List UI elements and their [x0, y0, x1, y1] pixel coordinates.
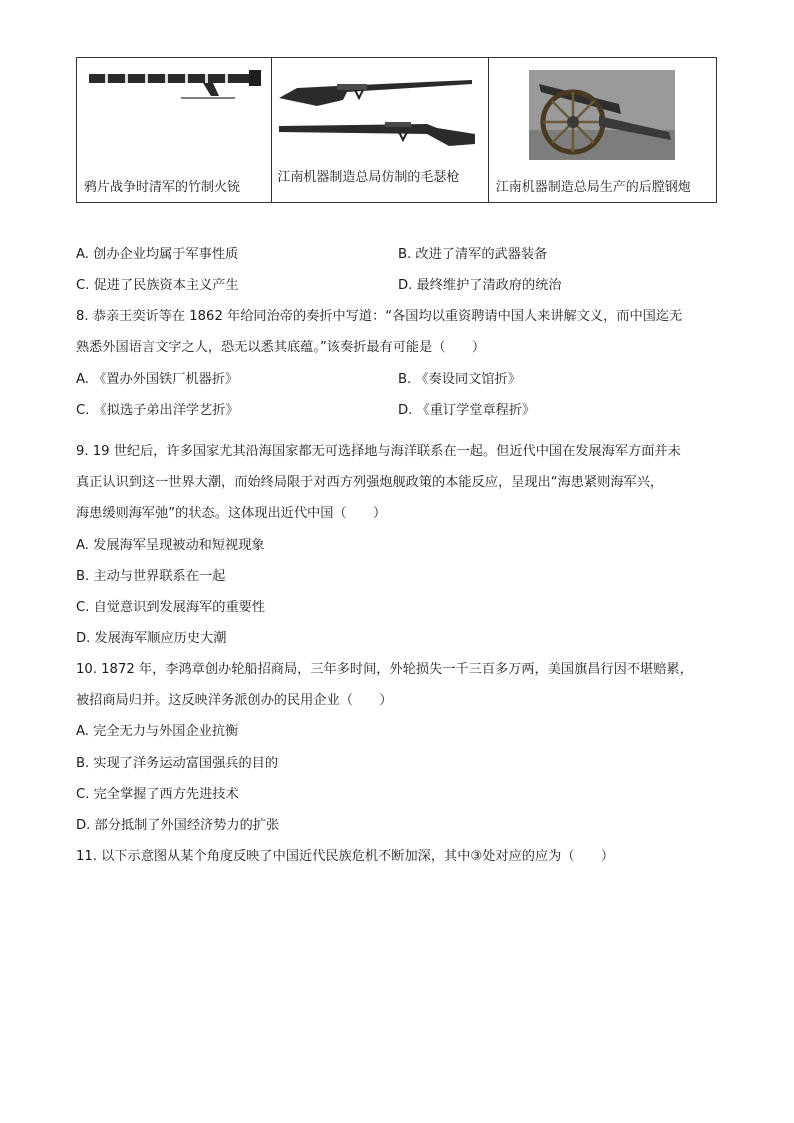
- q10-option-d: D. 部分抵制了外国经济势力的扩张: [76, 818, 280, 833]
- q7-option-c: C. 促进了民族资本主义产生: [76, 278, 239, 293]
- q9-stem-line-2: 真正认识到这一世界大潮，而始终局限于对西方列强炮舰政策的本能反应，呈现出“海患紧则海军兴，: [76, 475, 664, 490]
- q10-option-c: C. 完全掌握了西方先进技术: [76, 787, 239, 802]
- q9-option-c: C. 自觉意识到发展海军的重要性: [76, 600, 266, 615]
- q9-option-d: D. 发展海军顺应历史大潮: [76, 631, 227, 646]
- breech-cannon-picture: [529, 70, 675, 160]
- q8-stem-line-1: 8. 恭亲王奕䜣等在 1862 年给同治帝的奏折中写道：“各国均以重资聘请中国人来讲解文义，而中国迄无: [76, 309, 683, 324]
- q10-option-a: A. 完全无力与外国企业抗衡: [76, 724, 239, 739]
- q8-option-b: B. 《奏设同文馆折》: [398, 372, 521, 387]
- q7-option-a: A. 创办企业均属于军事性质: [76, 247, 239, 262]
- weapon-image-table: [76, 57, 717, 203]
- q8-stem-line-2: 熟悉外国语言文字之人，恐无以悉其底蕴。”该奏折最有可能是（ ）: [76, 340, 486, 355]
- q10-stem-line-2: 被招商局归并。这反映洋务派创办的民用企业（ ）: [76, 693, 393, 708]
- q10-stem-line-1: 10. 1872 年，李鸿章创办轮船招商局，三年多时间，外轮损失一千三百多万两，美国旗昌行因不堪赔累，: [76, 662, 693, 677]
- q9-option-a: A. 发展海军呈现被动和短视现象: [76, 538, 265, 553]
- mauser-rifle-picture: [277, 70, 479, 156]
- table-cell-breech-cannon: [489, 58, 716, 202]
- table-cell-mauser-rifle: [272, 58, 488, 202]
- q8-option-a: A. 《置办外国铁厂机器折》: [76, 372, 239, 387]
- caption-mauser-rifle: 江南机器制造总局仿制的毛瑟枪: [277, 170, 460, 185]
- q11-stem-line-1: 11. 以下示意图从某个角度反映了中国近代民族危机不断加深，其中③处对应的应为（ ）: [76, 849, 615, 864]
- q8-option-d: D. 《重订学堂章程折》: [398, 403, 536, 418]
- q8-option-c: C. 《拟选子弟出洋学艺折》: [76, 403, 239, 418]
- caption-bamboo-gun: 鸦片战争时清军的竹制火铳: [84, 180, 241, 195]
- q9-option-b: B. 主动与世界联系在一起: [76, 569, 226, 584]
- q7-option-b: B. 改进了清军的武器装备: [398, 247, 548, 262]
- bamboo-gun-picture: [85, 66, 265, 102]
- caption-breech-cannon: 江南机器制造总局生产的后膛钢炮: [495, 180, 691, 195]
- q10-option-b: B. 实现了洋务运动富国强兵的目的: [76, 756, 279, 771]
- table-cell-bamboo-gun: [77, 58, 272, 202]
- q7-option-d: D. 最终维护了清政府的统治: [398, 278, 562, 293]
- q9-stem-line-1: 9. 19 世纪后，许多国家尤其沿海国家都无可选择地与海洋联系在一起。但近代中国在发展海军方面并未: [76, 444, 681, 459]
- q9-stem-line-3: 海患缓则海军弛”的状态。这体现出近代中国（ ）: [76, 506, 387, 521]
